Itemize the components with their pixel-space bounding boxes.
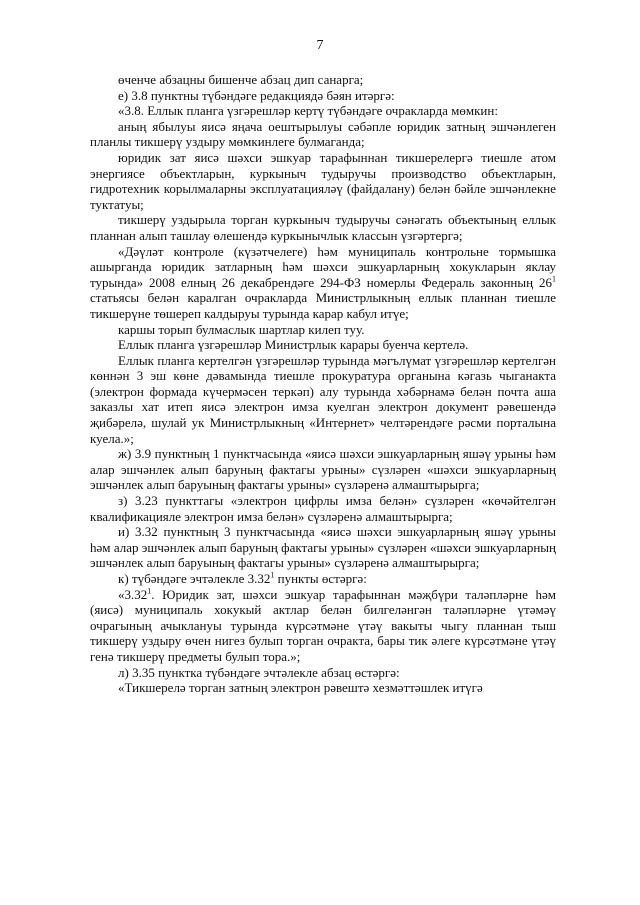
superscript: 1	[270, 570, 275, 580]
page-number: 7	[316, 38, 324, 53]
paragraph-16: л) 3.35 пунктка түбәндәге эчтәлекле абзац өстәргә:	[118, 664, 400, 680]
paragraph-15: «3.32$^1$. Юридик зат, шәхси эшкуар тарафыннан мәҗбүри таләпләрне һәм (яисә) муниципаль хокукый актлар белән билгеләнгән таләпләрне үтәмәү очрагының ачыклануы турында күрсәтмәне үтәү вакыты чыгу планнан тыш тикшерү уздыру өчен нигез булып торган очракта, бары тик әлеге күрсәтмәне үтәү генә тикшерү предметы булып тора.»;	[90, 586, 556, 664]
paragraph-5: юридик зат яисә шәхси эшкуар тарафыннан тикшерелергә тиешле атом энергиясе объектларын, куркыныч тудыручы производство объектларын, гидротехник корылмаларны эксплуатацияләү (файдалану) белән бәйле эшчәнлекне туктатуы;	[90, 149, 556, 212]
document-body	[90, 72, 556, 696]
paragraph-4: аның ябылуы яисә яңача оештырылуы сәбәпле юридик затның эшчәнлеген планлы тикшерү уздыру мөмкинлеге булмаганда;	[90, 118, 556, 150]
paragraph-1: өченче абзацны бишенче абзац дип санарга;	[118, 72, 364, 87]
paragraph-3: «3.8. Еллык планга үзгәрешләр кертү түбәндәге очракларда мөмкин:	[118, 103, 498, 119]
paragraph-9: Еллык планга үзгәрешләр Министрлык карары буенча кертелә.	[118, 337, 469, 353]
superscript: 1	[147, 586, 152, 596]
paragraph-11: ж) 3.9 пунктның 1 пунктчасында «яисә шәхси эшкуарларның яшәү урыны һәм алар эшчәнлек алып баруның фактагы урыны» сүзләрен «шәхси эшкуарларның эшчәнлек алып баруының фактагы урыны» сүзләренә алмаштырырга;	[90, 446, 556, 493]
paragraph-14: к) түбәндәге эчтәлекле 3.32$^1$ пункты өстәргә:	[118, 570, 367, 586]
paragraph-12: з) 3.23 пункттагы «электрон цифрлы имза белән» сүзләрен «көчәйтелгән квалификацияле электрон имза белән» сүзләренә алмаштырырга;	[90, 493, 556, 524]
paragraph-17: «Тикшерелә торган затның электрон рәвештә хезмәттәшлек итүгә	[118, 680, 483, 696]
paragraph-2: е) 3.8 пунктны түбәндәге редакциядә бәян итәргә:	[118, 87, 395, 103]
paragraph-6: тикшерү уздырыла торган куркыныч тудыручы сәнәгать объектының еллык планнан алып ташлау өлешендә куркынычлык классын үзгәртергә;	[90, 212, 556, 243]
paragraph-7: «Дәүләт контроле (күзәтчелеге) һәм муниципаль контрольне тормышка ашырганда юридик затларның һәм шәхси эшкуарларның хокукларын яклау турында» 2008 елның 26 декабрендәге 294-ФЗ номерлы Федераль законның $26^1$ статьясы белән каралган очракларда Министрлыкның еллык планнан тиешле тикшерүне төшереп калдыруы турында карар кабул итүе;	[90, 243, 556, 321]
paragraph-10: Еллык планга кертелгән үзгәрешләр турында мәгълүмат үзгәрешләр кертелгән көннән 3 эш көне дәвамында тиешле прокуратура органына кәгазь чыганакта (электрон формада күчермәсен теркәп) алу турында хәбәрнамә белән почта аша заказлы хат итеп яисә электрон имза куелган электрон документ рәвешендә җибәрелә, шулай ук Министрлыкның «Интернет» челтәрендәге рәсми порталына куела.»;	[90, 352, 556, 446]
paragraph-13: и) 3.32 пунктның 3 пунктчасында «яисә шәхси эшкуарларның яшәү урыны һәм алар эшчәнлек алып баруның фактагы урыны» сүзләрен «шәхси эшкуарларның эшчәнлек алып баруының фактагы урыны» сүзләренә алмаштырырга;	[90, 524, 556, 571]
paragraph-8: каршы торып булмаслык шартлар килеп туу.	[118, 321, 365, 337]
superscript: 1	[552, 274, 556, 284]
